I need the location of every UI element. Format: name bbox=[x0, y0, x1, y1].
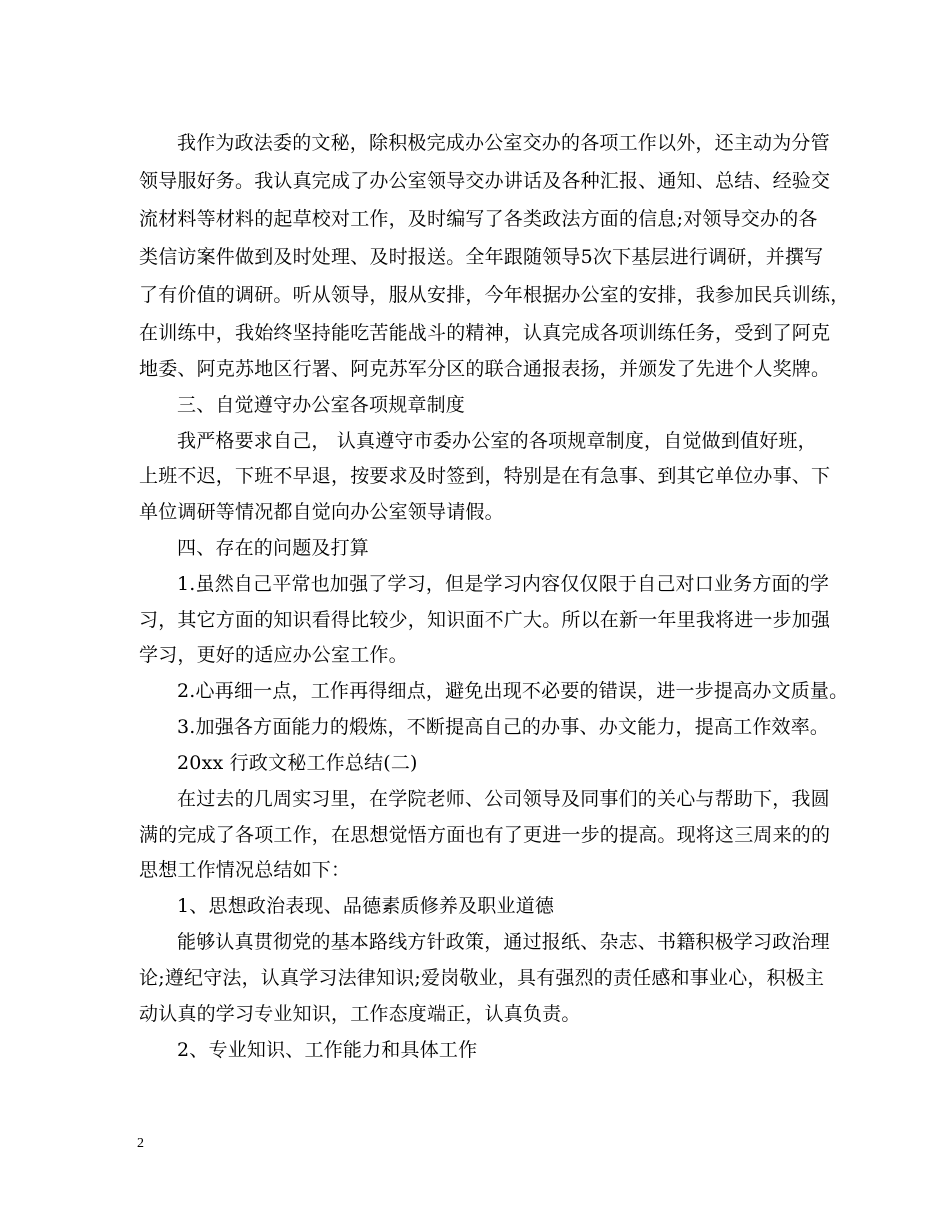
section-heading: 20xx 行政文秘工作总结(二) bbox=[177, 752, 418, 774]
body-line: 能够认真贯彻党的基本路线方针政策，通过报纸、杂志、书籍积极学习政治理 bbox=[177, 931, 830, 953]
body-line: 地委、阿克苏地区行署、阿克苏军分区的联合通报表扬，并颁发了先进个人奖牌。 bbox=[139, 358, 831, 380]
body-line: 在训练中，我始终坚持能吃苦能战斗的精神，认真完成各项训练任务，受到了阿克 bbox=[139, 322, 831, 344]
body-line: 论;遵纪守法，认真学习法律知识;爱岗敬业，具有强烈的责任感和事业心，积极主 bbox=[139, 967, 825, 989]
body-line: 思想工作情况总结如下： bbox=[139, 859, 351, 881]
body-line: 3.加强各方面能力的煅炼，不断提高自己的办事、办文能力，提高工作效率。 bbox=[177, 716, 830, 738]
body-line: 流材料等材料的起草校对工作，及时编写了各类政法方面的信息;对领导交办的各 bbox=[139, 208, 818, 230]
body-line: 动认真的学习专业知识，工作态度端正，认真负责。 bbox=[139, 1003, 581, 1025]
body-line: 在过去的几周实习里，在学院老师、公司领导及同事们的关心与帮助下，我圆 bbox=[177, 788, 830, 810]
body-line: 习，其它方面的知识看得比较少，知识面不广大。所以在新一年里我将进一步加强 bbox=[139, 609, 831, 631]
body-line: 我作为政法委的文秘，除积极完成办公室交办的各项工作以外，还主动为分管 bbox=[177, 132, 830, 154]
body-line: 单位调研等情况都自觉向办公室领导请假。 bbox=[139, 501, 504, 523]
body-line: 1.虽然自己平常也加强了学习，但是学习内容仅仅限于自己对口业务方面的学 bbox=[177, 573, 830, 595]
body-line: 上班不迟，下班不早退，按要求及时签到，特别是在有急事、到其它单位办事、下 bbox=[139, 465, 831, 487]
section-heading: 1、思想政治表现、品德素质修养及职业道德 bbox=[177, 895, 555, 917]
body-line: 我严格要求自己， 认真遵守市委办公室的各项规章制度，自觉做到值好班， bbox=[177, 430, 817, 452]
section-heading: 四、存在的问题及打算 bbox=[177, 537, 370, 559]
body-line: 满的完成了各项工作，在思想觉悟方面也有了更进一步的提高。现将这三周来的的 bbox=[139, 824, 831, 846]
body-line: 类信访案件做到及时处理、及时报送。全年跟随领导5次下基层进行调研，并撰写 bbox=[139, 246, 824, 268]
section-heading: 2、专业知识、工作能力和具体工作 bbox=[177, 1039, 478, 1061]
body-line: 2.心再细一点，工作再得细点，避免出现不必要的错误，进一步提高办文质量。 bbox=[177, 680, 849, 702]
section-heading: 三、自觉遵守办公室各项规章制度 bbox=[177, 394, 466, 416]
body-line: 学习，更好的适应办公室工作。 bbox=[139, 644, 408, 666]
page-number: 2 bbox=[137, 1136, 144, 1151]
body-line: 领导服好务。我认真完成了办公室领导交办讲话及各种汇报、通知、总结、经验交 bbox=[139, 170, 831, 192]
body-line: 了有价值的调研。听从领导，服从安排，今年根据办公室的安排，我参加民兵训练， bbox=[139, 284, 850, 306]
